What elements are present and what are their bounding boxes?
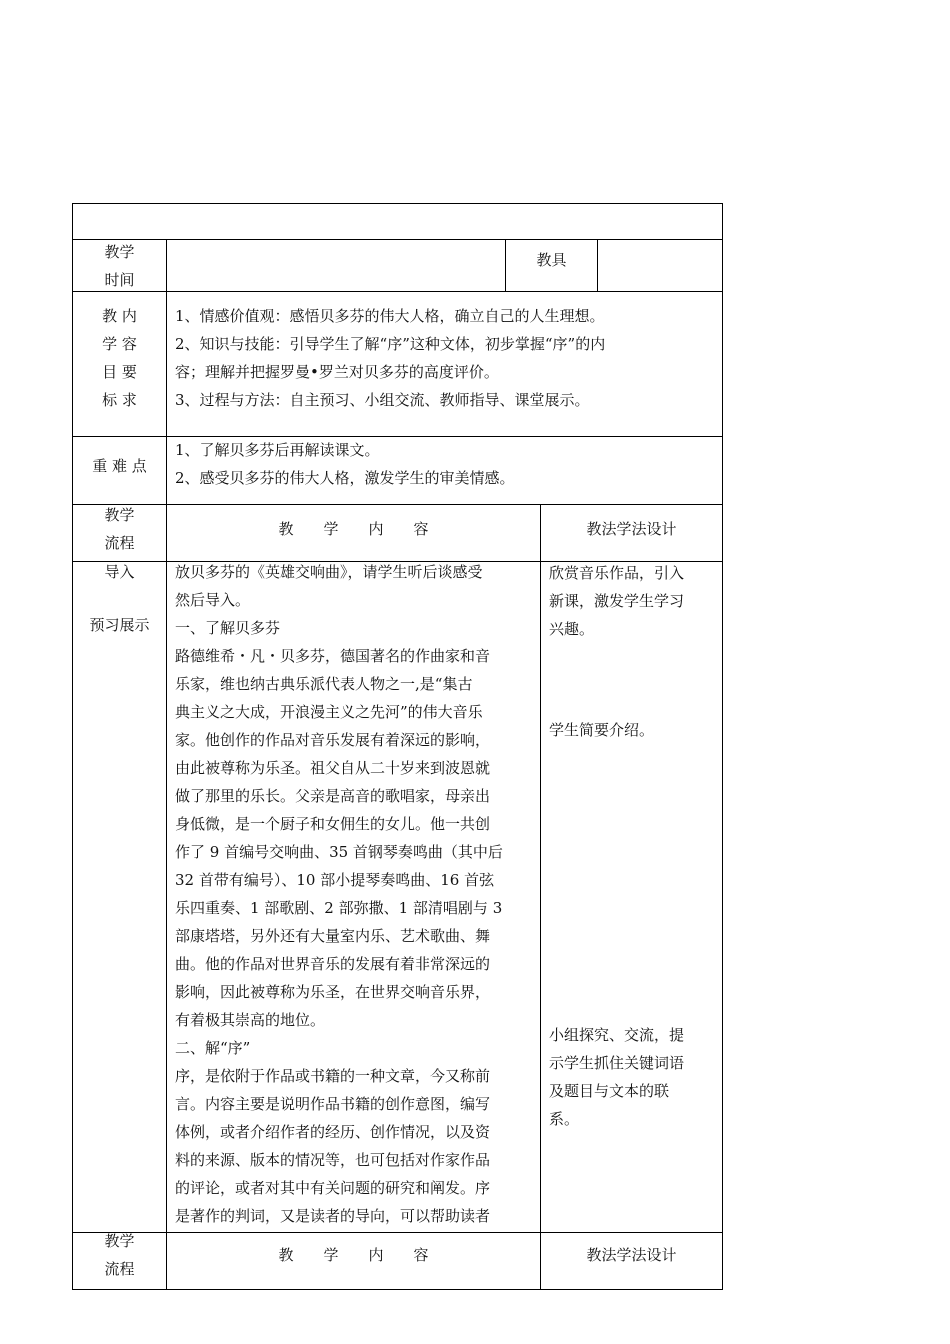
content-line: 路德维希・凡・贝多芬，德国著名的作曲家和音 <box>175 647 491 665</box>
flow-footer-line: 教学 <box>104 1232 135 1250</box>
design-line: 示学生抓住关键词语 <box>549 1054 685 1072</box>
content-line: 序，是依附于作品或书籍的一种文章，今又称前 <box>175 1067 491 1085</box>
objectives-label-line: 目 要 <box>102 363 137 381</box>
flow-footer-label <box>73 1227 166 1283</box>
objectives-label <box>73 302 166 414</box>
process-content <box>175 559 535 1231</box>
tools-label: 教具 <box>536 251 567 269</box>
col-divider <box>540 504 541 1290</box>
content-line: 做了那里的乐长。父亲是高音的歌唱家，母亲出 <box>175 787 491 805</box>
table-border-right <box>722 203 723 1290</box>
col-divider <box>597 239 598 292</box>
content-line: 由此被尊称为乐圣。祖父自从二十岁来到波恩就 <box>175 759 491 777</box>
content-footer-header: 教 学 内 容 <box>278 1246 429 1264</box>
objectives-text <box>175 302 720 414</box>
flow-footer-line: 流程 <box>104 1260 135 1278</box>
content-line: 一、了解贝多芬 <box>175 619 281 637</box>
flow-header-line: 教学 <box>104 506 135 524</box>
content-header: 教 学 内 容 <box>278 520 429 538</box>
content-line: 是著作的判词，又是读者的导向，可以帮助读者 <box>175 1207 491 1225</box>
time-label-line: 教学 <box>104 243 135 261</box>
objectives-label-line: 教 内 <box>102 307 137 325</box>
design-line: 新课，激发学生学习 <box>549 592 685 610</box>
design-line: 兴趣。 <box>549 620 595 638</box>
objectives-label-line: 学 容 <box>102 335 137 353</box>
content-line: 32 首带有编号）、10 部小提琴奏鸣曲、16 首弦 <box>175 871 495 889</box>
flow-header-label <box>73 501 166 557</box>
design-line: 欣赏音乐作品，引入 <box>549 564 685 582</box>
design-line: 学生简要介绍。 <box>549 721 655 739</box>
content-line: 曲。他的作品对世界音乐的发展有着非常深远的 <box>175 955 491 973</box>
design-note-intro <box>549 559 719 643</box>
key-point-item: 1、了解贝多芬后再解读课文。 <box>175 441 380 459</box>
content-line: 料的来源、版本的情况等，也可包括对作家作品 <box>175 1151 491 1169</box>
col-divider <box>166 504 167 1290</box>
content-line: 有着极其崇高的地位。 <box>175 1011 326 1029</box>
content-line: 乐四重奏、1 部歌剧、2 部弥撒、1 部清唱剧与 3 <box>175 899 503 917</box>
design-line: 系。 <box>549 1110 580 1128</box>
table-border-bottom <box>72 1289 723 1290</box>
key-points-label: 重 难 点 <box>92 457 147 475</box>
content-line: 体例，或者介绍作者的经历、创作情况，以及资 <box>175 1123 491 1141</box>
content-line: 作了 9 首编号交响曲、35 首钢琴奏鸣曲（其中后 <box>175 843 503 861</box>
objective-item: 3、过程与方法：自主预习、小组交流、教师指导、课堂展示。 <box>175 391 590 409</box>
stage-preview: 预习展示 <box>89 616 150 634</box>
stage-intro: 导入 <box>104 563 135 581</box>
content-line: 身低微，是一个厨子和女佣生的女儿。他一共创 <box>175 815 491 833</box>
key-points-text <box>175 436 720 492</box>
design-line: 及题目与文本的联 <box>549 1082 670 1100</box>
content-line: 影响，因此被尊称为乐圣，在世界交响音乐界， <box>175 983 491 1001</box>
design-line: 小组探究、交流，提 <box>549 1026 685 1044</box>
col-divider <box>166 239 167 505</box>
objective-item: 2、知识与技能：引导学生了解“序”这种文体，初步掌握“序”的内 <box>175 335 606 353</box>
content-line: 乐家，维也纳古典乐派代表人物之一,是“集古 <box>175 675 473 693</box>
content-line: 然后导入。 <box>175 591 251 609</box>
content-line: 典主义之大成，开浪漫主义之先河”的伟大音乐 <box>175 703 483 721</box>
time-label <box>73 238 166 294</box>
table-border-top <box>72 203 723 204</box>
design-header: 教法学法设计 <box>586 520 677 538</box>
objectives-label-line: 标 求 <box>102 391 137 409</box>
design-footer-header: 教法学法设计 <box>586 1246 677 1264</box>
time-label-line: 时间 <box>104 271 135 289</box>
content-line: 放贝多芬的《英雄交响曲》，请学生听后谈感受 <box>175 563 483 581</box>
content-line: 言。内容主要是说明作品书籍的创作意图，编写 <box>175 1095 491 1113</box>
row-divider <box>72 504 723 505</box>
flow-header-line: 流程 <box>104 534 135 552</box>
content-line: 家。他创作的作品对音乐发展有着深远的影响， <box>175 731 491 749</box>
content-line: 二、解“序” <box>175 1039 251 1057</box>
design-note-intro-author <box>549 716 719 744</box>
objective-item: 容；理解并把握罗曼•罗兰对贝多芬的高度评价。 <box>175 363 499 381</box>
row-divider <box>72 291 723 292</box>
key-point-item: 2、感受贝多芬的伟大人格，激发学生的审美情感。 <box>175 469 515 487</box>
design-note-group <box>549 1021 719 1133</box>
objective-item: 1、情感价值观：感悟贝多芬的伟大人格，确立自己的人生理想。 <box>175 307 605 325</box>
content-line: 的评论，或者对其中有关问题的研究和阐发。序 <box>175 1179 491 1197</box>
row-divider <box>72 1232 723 1233</box>
content-line: 部康塔塔，另外还有大量室内乐、艺术歌曲、舞 <box>175 927 491 945</box>
row-divider <box>72 239 723 240</box>
